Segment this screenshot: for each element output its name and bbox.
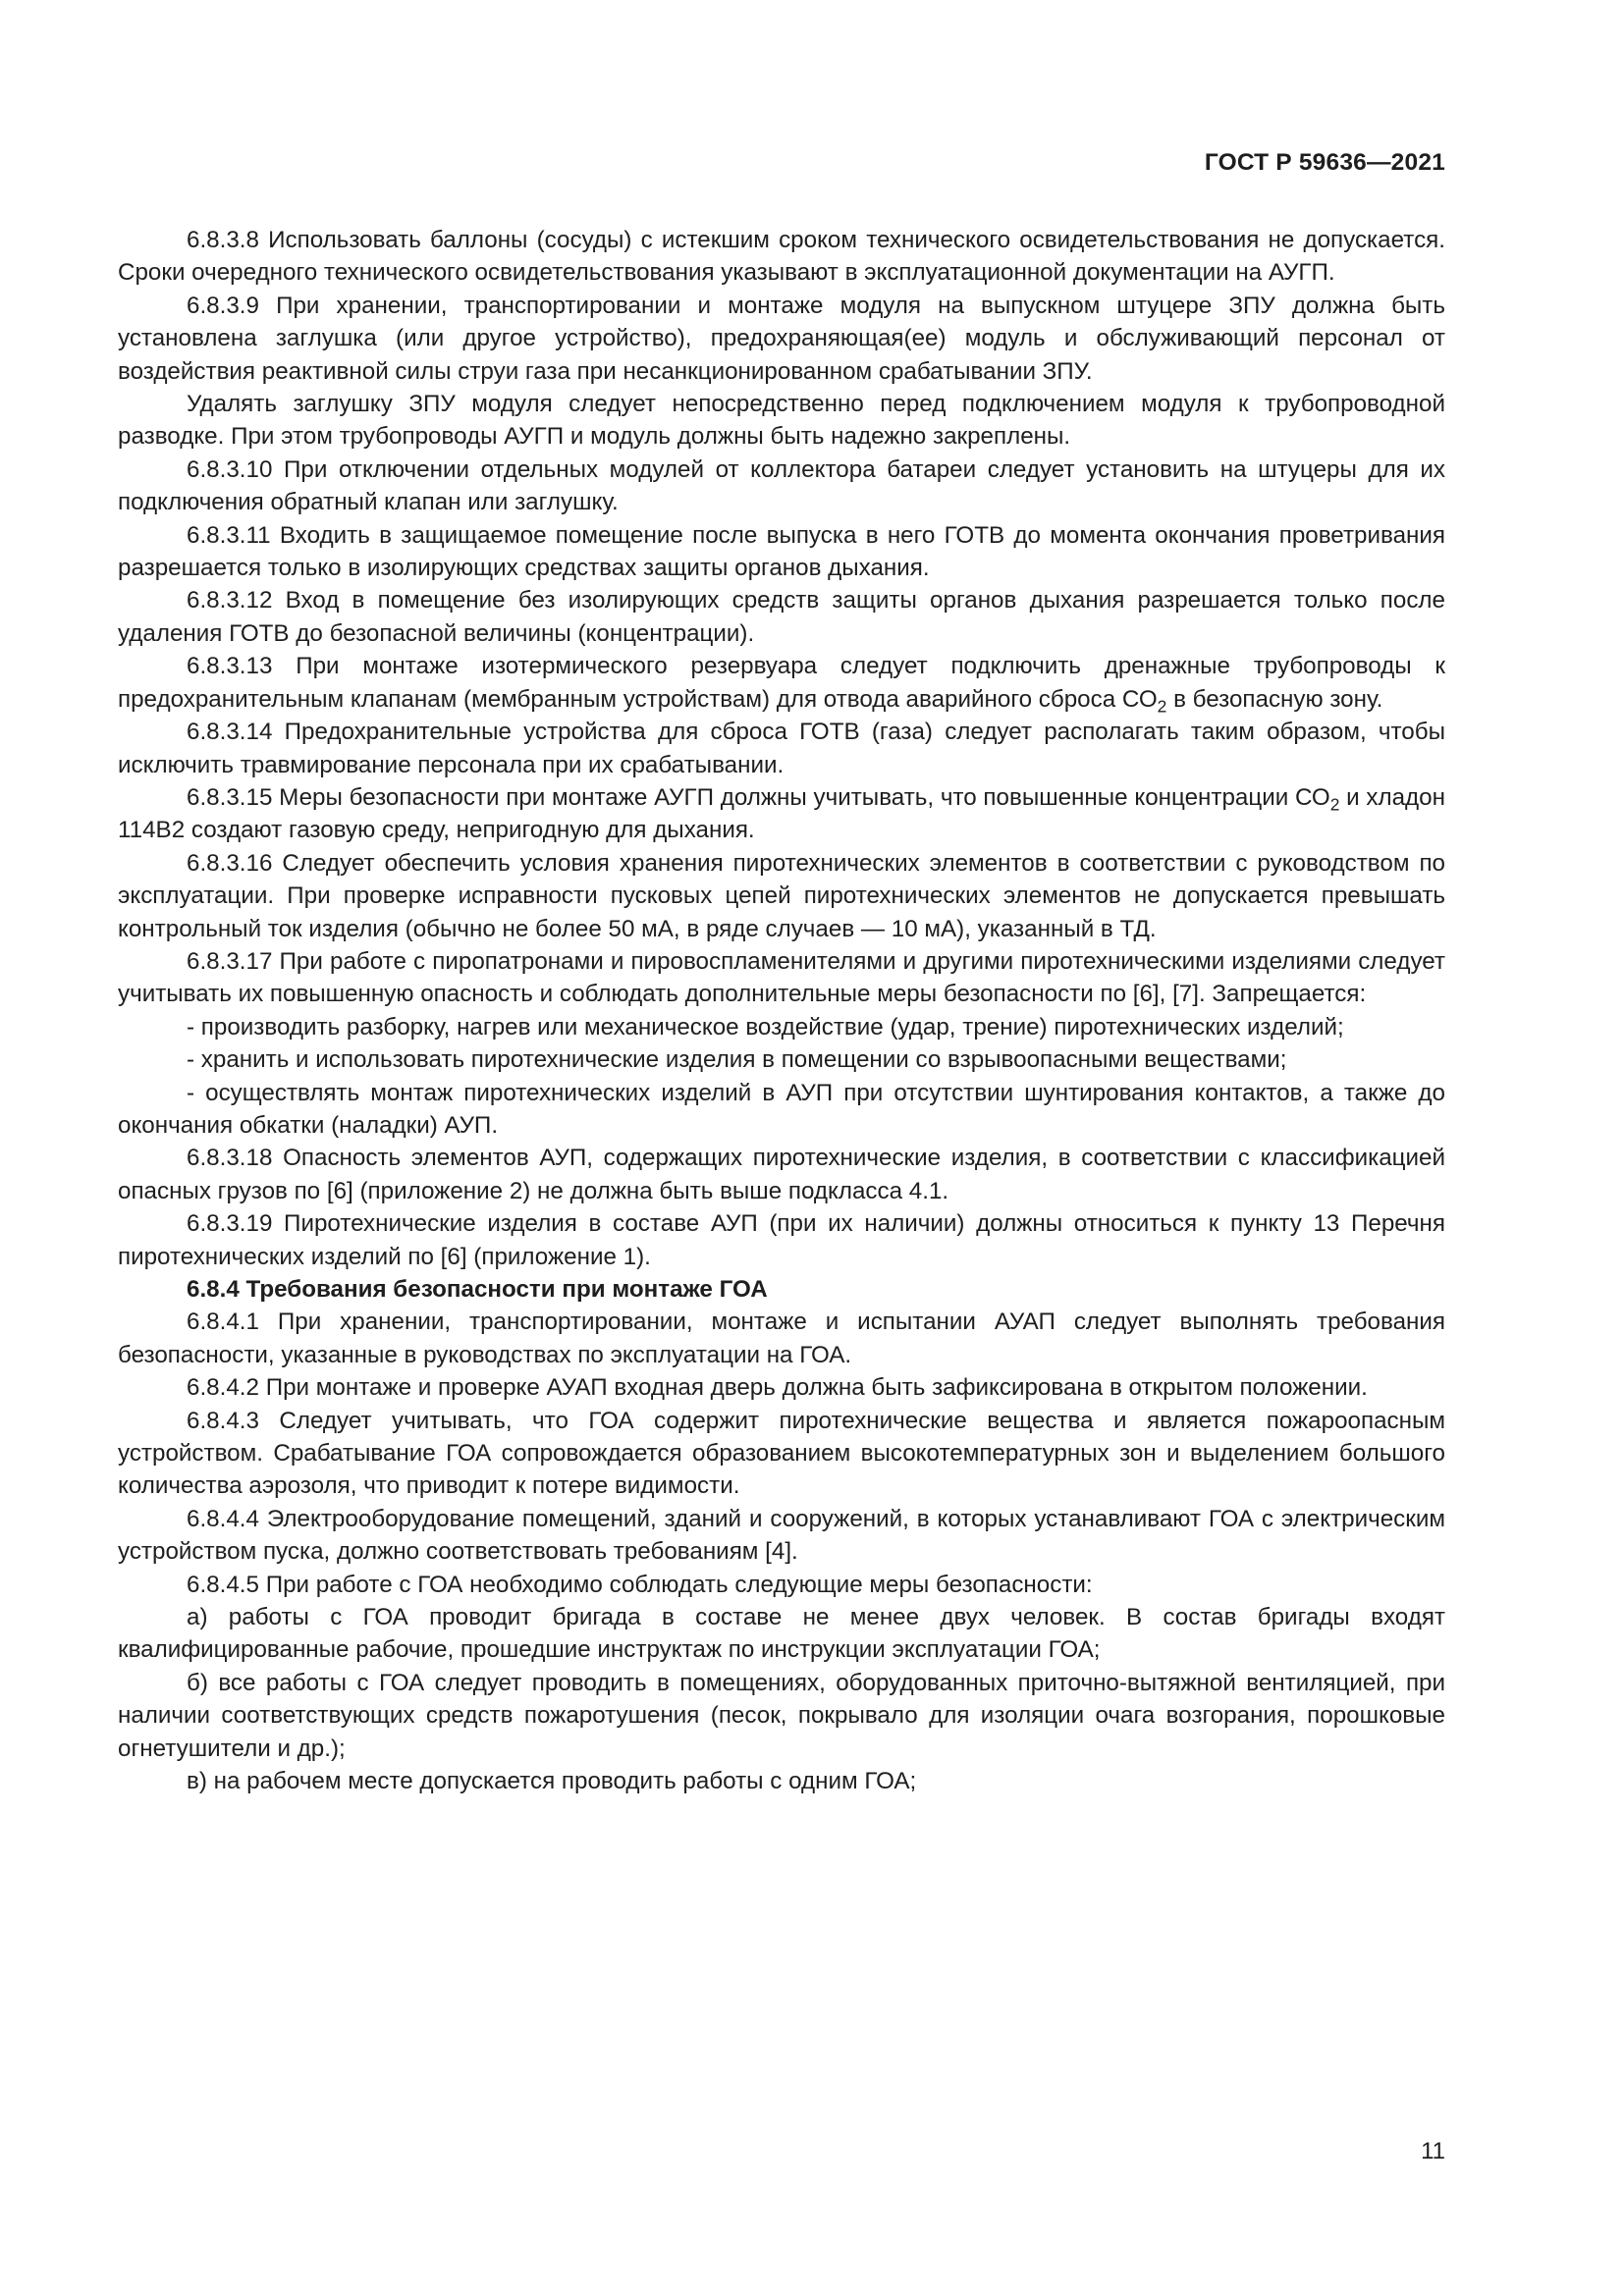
subscript: 2 bbox=[1329, 794, 1340, 815]
paragraph-text: 6.8.3.15 Меры безопасности при монтаже АУГП должны учитывать, что повышенные концентрации СО bbox=[187, 783, 1330, 811]
paragraph-plug-removal: Удалять заглушку ЗПУ модуля следует непосредственно перед подключением модуля к трубопроводной разводке. При этом трубопроводы АУГП и модуль должны быть надежно закреплены. bbox=[118, 391, 1445, 451]
page-number: 11 bbox=[1421, 2138, 1445, 2164]
paragraph-6-8-3-18: 6.8.3.18 Опасность элементов АУП, содержащих пиротехнические изделия, в соответствии с классификацией опасных грузов по [6] (приложение 2) не должна быть выше подкласса 4.1. bbox=[118, 1145, 1445, 1204]
list-item-v: в) на рабочем месте допускается проводить работы с одним ГОА; bbox=[187, 1768, 917, 1795]
document-header: ГОСТ Р 59636—2021 bbox=[1204, 149, 1445, 176]
list-item-installation: - осуществлять монтаж пиротехнических изделий в АУП при отсутствии шунтирования контактов, а также до окончания обкатки (наладки) АУП. bbox=[118, 1079, 1445, 1139]
subscript: 2 bbox=[1157, 696, 1167, 717]
paragraph-text: в безопасную зону. bbox=[1166, 685, 1383, 713]
paragraph-6-8-3-14: 6.8.3.14 Предохранительные устройства для сброса ГОТВ (газа) следует располагать таким образом, чтобы исключить травмирование персонала при их срабатывании. bbox=[118, 719, 1445, 778]
list-item-b: б) все работы с ГОА следует проводить в помещениях, оборудованных приточно-вытяжной вентиляцией, при наличии соответствующих средств пожаротушения (песок, покрывало для изоляции очага возгорания, порошковые огнетушители и др.); bbox=[118, 1669, 1445, 1762]
paragraph-6-8-4-1: 6.8.4.1 При хранении, транспортировании, монтаже и испытании АУАП следует выполнять требования безопасности, указанные в руководствах по эксплуатации на ГОА. bbox=[118, 1308, 1445, 1368]
paragraph-6-8-3-10: 6.8.3.10 При отключении отдельных модулей от коллектора батареи следует установить на штуцеры для их подключения обратный клапан или заглушку. bbox=[118, 455, 1445, 516]
paragraph-6-8-4-2: 6.8.4.2 При монтаже и проверке АУАП входная дверь должна быть зафиксирована в открытом положении. bbox=[187, 1374, 1368, 1402]
paragraph-6-8-3-12: 6.8.3.12 Вход в помещение без изолирующих средств защиты органов дыхания разрешается только после удаления ГОТВ до безопасной величины (концентрации). bbox=[118, 587, 1445, 647]
paragraph-text: и хладон 114В2 создают газовую среду, непригодную для дыхания. bbox=[118, 783, 1445, 844]
paragraph-6-8-3-17: 6.8.3.17 При работе с пиропатронами и пировоспламенителями и другими пиротехническими изделиями следует учитывать их повышенную опасность и соблюдать дополнительные меры безопасности по [6], [7]. Запрещается: bbox=[118, 947, 1445, 1008]
paragraph-6-8-4-3: 6.8.4.3 Следует учитывать, что ГОА содержит пиротехнические вещества и является пожароопасным устройством. Срабатывание ГОА сопровождается образованием высокотемпературных зон и выделением большого количества аэрозоля, что приводит к потере видимости. bbox=[118, 1407, 1445, 1500]
paragraph-6-8-3-11: 6.8.3.11 Входить в защищаемое помещение после выпуска в него ГОТВ до момента окончания проветривания разрешается только в изолирующих средствах защиты органов дыхания. bbox=[118, 521, 1445, 582]
paragraph-6-8-3-9: 6.8.3.9 При хранении, транспортировании и монтаже модуля на выпускном штуцере ЗПУ должна быть установлена заглушка (или другое устройство), предохраняющая(ее) модуль и обслуживающий персонал от воздействия реактивной силы струи газа при несанкционированном срабатывании ЗПУ. bbox=[118, 292, 1445, 385]
list-item-a: а) работы с ГОА проводит бригада в составе не менее двух человек. В состав бригады входят квалифицированные рабочие, прошедшие инструктаж по инструкции эксплуатации ГОА; bbox=[118, 1604, 1445, 1664]
document-body bbox=[118, 224, 1445, 1798]
paragraph-6-8-3-8: 6.8.3.8 Использовать баллоны (сосуды) с истекшим сроком технического освидетельствования не допускается. Сроки очередного технического освидетельствования указывают в эксплуатационной документации на АУГП. bbox=[118, 227, 1445, 287]
list-item-dismantling: - производить разборку, нагрев или механическое воздействие (удар, трение) пиротехнических изделий; bbox=[187, 1013, 1344, 1041]
paragraph-text: 6.8.3.13 При монтаже изотермического резервуара следует подключить дренажные трубопроводы к предохранительным клапанам (мембранным устройствам) для отвода аварийного сброса СО bbox=[118, 653, 1445, 713]
section-heading-6-8-4: 6.8.4 Требования безопасности при монтаже ГОА bbox=[187, 1276, 768, 1303]
list-item-storage: - хранить и использовать пиротехнические изделия в помещении со взрывоопасными веществами; bbox=[187, 1046, 1287, 1074]
paragraph-6-8-3-16: 6.8.3.16 Следует обеспечить условия хранения пиротехнических элементов в соответствии с руководством по эксплуатации. При проверке исправности пусковых цепей пиротехнических элементов не допускается превышать контрольный ток изделия (обычно не более 50 мА, в ряде случаев — 10 мА), указанный в ТД. bbox=[118, 849, 1445, 942]
paragraph-6-8-4-4: 6.8.4.4 Электрооборудование помещений, зданий и сооружений, в которых устанавливают ГОА с электрическим устройством пуска, должно соответствовать требованиям [4]. bbox=[118, 1505, 1445, 1566]
paragraph-6-8-4-5: 6.8.4.5 При работе с ГОА необходимо соблюдать следующие меры безопасности: bbox=[187, 1571, 1093, 1598]
paragraph-6-8-3-13 bbox=[118, 650, 1445, 716]
paragraph-6-8-3-19: 6.8.3.19 Пиротехнические изделия в составе АУП (при их наличии) должны относиться к пункту 13 Перечня пиротехнических изделий по [6] (приложение 1). bbox=[118, 1210, 1445, 1270]
paragraph-6-8-3-15 bbox=[118, 781, 1445, 847]
